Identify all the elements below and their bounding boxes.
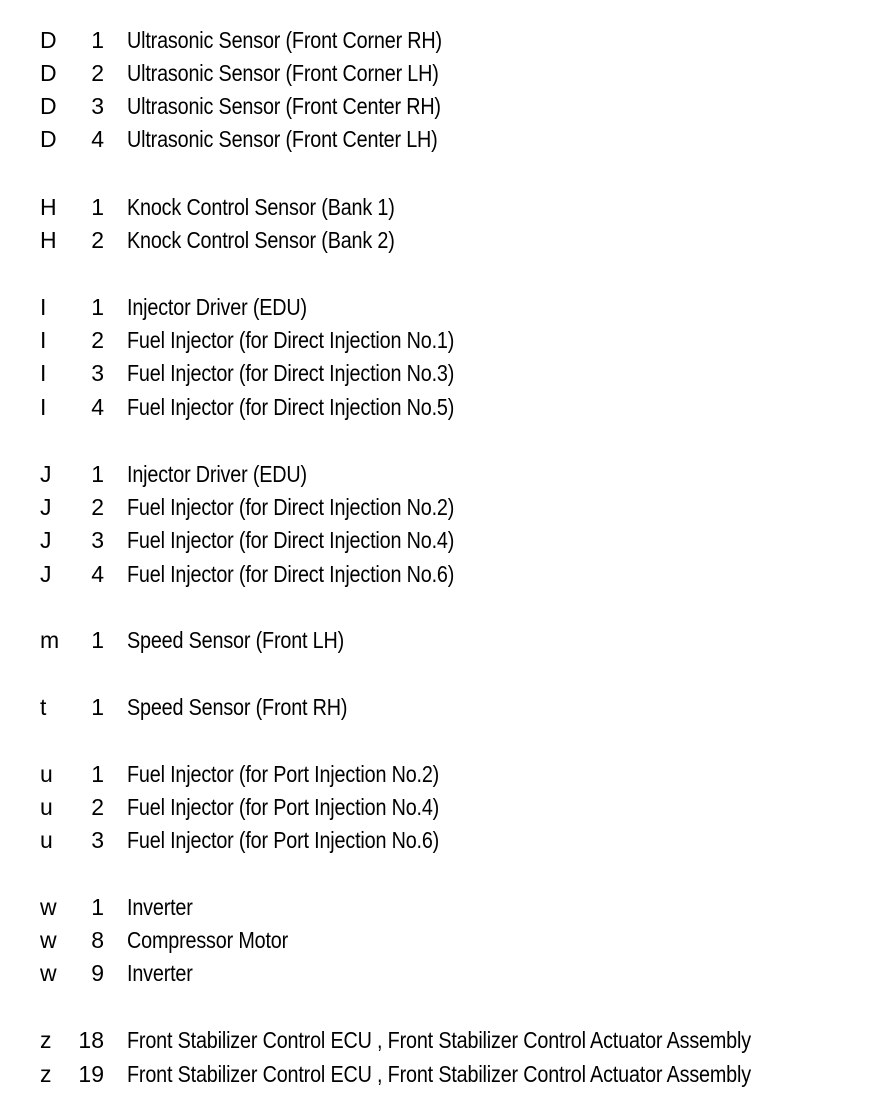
connector-code: z — [40, 1061, 52, 1087]
list-item — [0, 223, 896, 257]
pin-number: 2 — [91, 327, 104, 353]
connector-code: J — [40, 461, 52, 487]
list-item — [0, 1057, 896, 1091]
list-item — [0, 757, 896, 791]
connector-description: Knock Control Sensor (Bank 1) — [127, 194, 395, 220]
connector-description: Front Stabilizer Control ECU , Front Stabilizer Control Actuator Assembly — [127, 1061, 751, 1087]
list-item — [0, 323, 896, 357]
connector-code: z — [40, 1027, 52, 1053]
list-item — [0, 956, 896, 990]
pin-number: 2 — [91, 227, 104, 253]
connector-code: H — [40, 227, 57, 253]
connector-code: w — [40, 894, 57, 920]
list-item — [0, 457, 896, 491]
connector-description: Ultrasonic Sensor (Front Center RH) — [127, 93, 441, 119]
connector-description: Fuel Injector (for Port Injection No.2) — [127, 761, 440, 787]
pin-number: 4 — [91, 126, 104, 152]
pin-number: 1 — [91, 694, 104, 720]
list-item — [0, 790, 896, 824]
list-item — [0, 890, 896, 924]
pin-number: 2 — [91, 494, 104, 520]
connector-code: J — [40, 561, 52, 587]
pin-number: 1 — [91, 27, 104, 53]
pin-number: 4 — [91, 561, 104, 587]
pin-number: 2 — [91, 60, 104, 86]
connector-description: Inverter — [127, 960, 193, 986]
list-item — [0, 690, 896, 724]
connector-description: Speed Sensor (Front RH) — [127, 694, 348, 720]
connector-code: t — [40, 694, 47, 720]
connector-code: D — [40, 60, 57, 86]
list-item — [0, 557, 896, 591]
pin-number: 18 — [78, 1027, 104, 1053]
pin-number: 1 — [91, 194, 104, 220]
connector-code: m — [40, 627, 60, 653]
pin-number: 4 — [91, 394, 104, 420]
pin-number: 1 — [91, 761, 104, 787]
pin-number: 1 — [91, 461, 104, 487]
pin-number: 2 — [91, 794, 104, 820]
connector-code: w — [40, 927, 57, 953]
connector-description: Compressor Motor — [127, 927, 289, 953]
list-item — [0, 490, 896, 524]
pin-number: 3 — [91, 93, 104, 119]
list-item — [0, 356, 896, 390]
pin-number: 3 — [91, 827, 104, 853]
list-item — [0, 122, 896, 156]
connector-code: J — [40, 527, 52, 553]
connector-description: Injector Driver (EDU) — [127, 461, 307, 487]
connector-code: u — [40, 794, 53, 820]
connector-description: Fuel Injector (for Port Injection No.6) — [127, 827, 440, 853]
list-item — [0, 1023, 896, 1057]
connector-code: u — [40, 827, 53, 853]
connector-code: J — [40, 494, 52, 520]
pin-number: 9 — [91, 960, 104, 986]
list-item — [0, 823, 896, 857]
list-item — [0, 523, 896, 557]
connector-description: Fuel Injector (for Direct Injection No.3) — [127, 360, 455, 386]
list-item — [0, 56, 896, 90]
connector-code: I — [40, 360, 47, 386]
connector-code: D — [40, 93, 57, 119]
connector-code: D — [40, 27, 57, 53]
connector-code: u — [40, 761, 53, 787]
connector-description: Fuel Injector (for Direct Injection No.5) — [127, 394, 455, 420]
pin-number: 1 — [91, 627, 104, 653]
list-item — [0, 290, 896, 324]
connector-code: w — [40, 960, 57, 986]
pin-number: 3 — [91, 360, 104, 386]
connector-description: Fuel Injector (for Direct Injection No.4) — [127, 527, 455, 553]
connector-code: I — [40, 327, 47, 353]
connector-description: Injector Driver (EDU) — [127, 294, 307, 320]
connector-description: Knock Control Sensor (Bank 2) — [127, 227, 395, 253]
list-item — [0, 390, 896, 424]
pin-number: 1 — [91, 894, 104, 920]
connector-description: Ultrasonic Sensor (Front Corner LH) — [127, 60, 439, 86]
pin-number: 3 — [91, 527, 104, 553]
connector-description: Ultrasonic Sensor (Front Corner RH) — [127, 27, 442, 53]
pin-number: 8 — [91, 927, 104, 953]
connector-description: Fuel Injector (for Port Injection No.4) — [127, 794, 440, 820]
pin-number: 19 — [78, 1061, 104, 1087]
connector-description: Speed Sensor (Front LH) — [127, 627, 345, 653]
list-item — [0, 623, 896, 657]
connector-code: H — [40, 194, 57, 220]
connector-code: I — [40, 394, 47, 420]
connector-description: Fuel Injector (for Direct Injection No.6) — [127, 561, 455, 587]
list-item — [0, 23, 896, 57]
connector-code: I — [40, 294, 47, 320]
connector-description: Fuel Injector (for Direct Injection No.2) — [127, 494, 455, 520]
connector-description: Front Stabilizer Control ECU , Front Stabilizer Control Actuator Assembly — [127, 1027, 751, 1053]
connector-description: Inverter — [127, 894, 193, 920]
connector-code: D — [40, 126, 57, 152]
connector-description: Ultrasonic Sensor (Front Center LH) — [127, 126, 438, 152]
pin-number: 1 — [91, 294, 104, 320]
list-item — [0, 190, 896, 224]
list-item — [0, 89, 896, 123]
connector-description: Fuel Injector (for Direct Injection No.1) — [127, 327, 455, 353]
list-item — [0, 923, 896, 957]
